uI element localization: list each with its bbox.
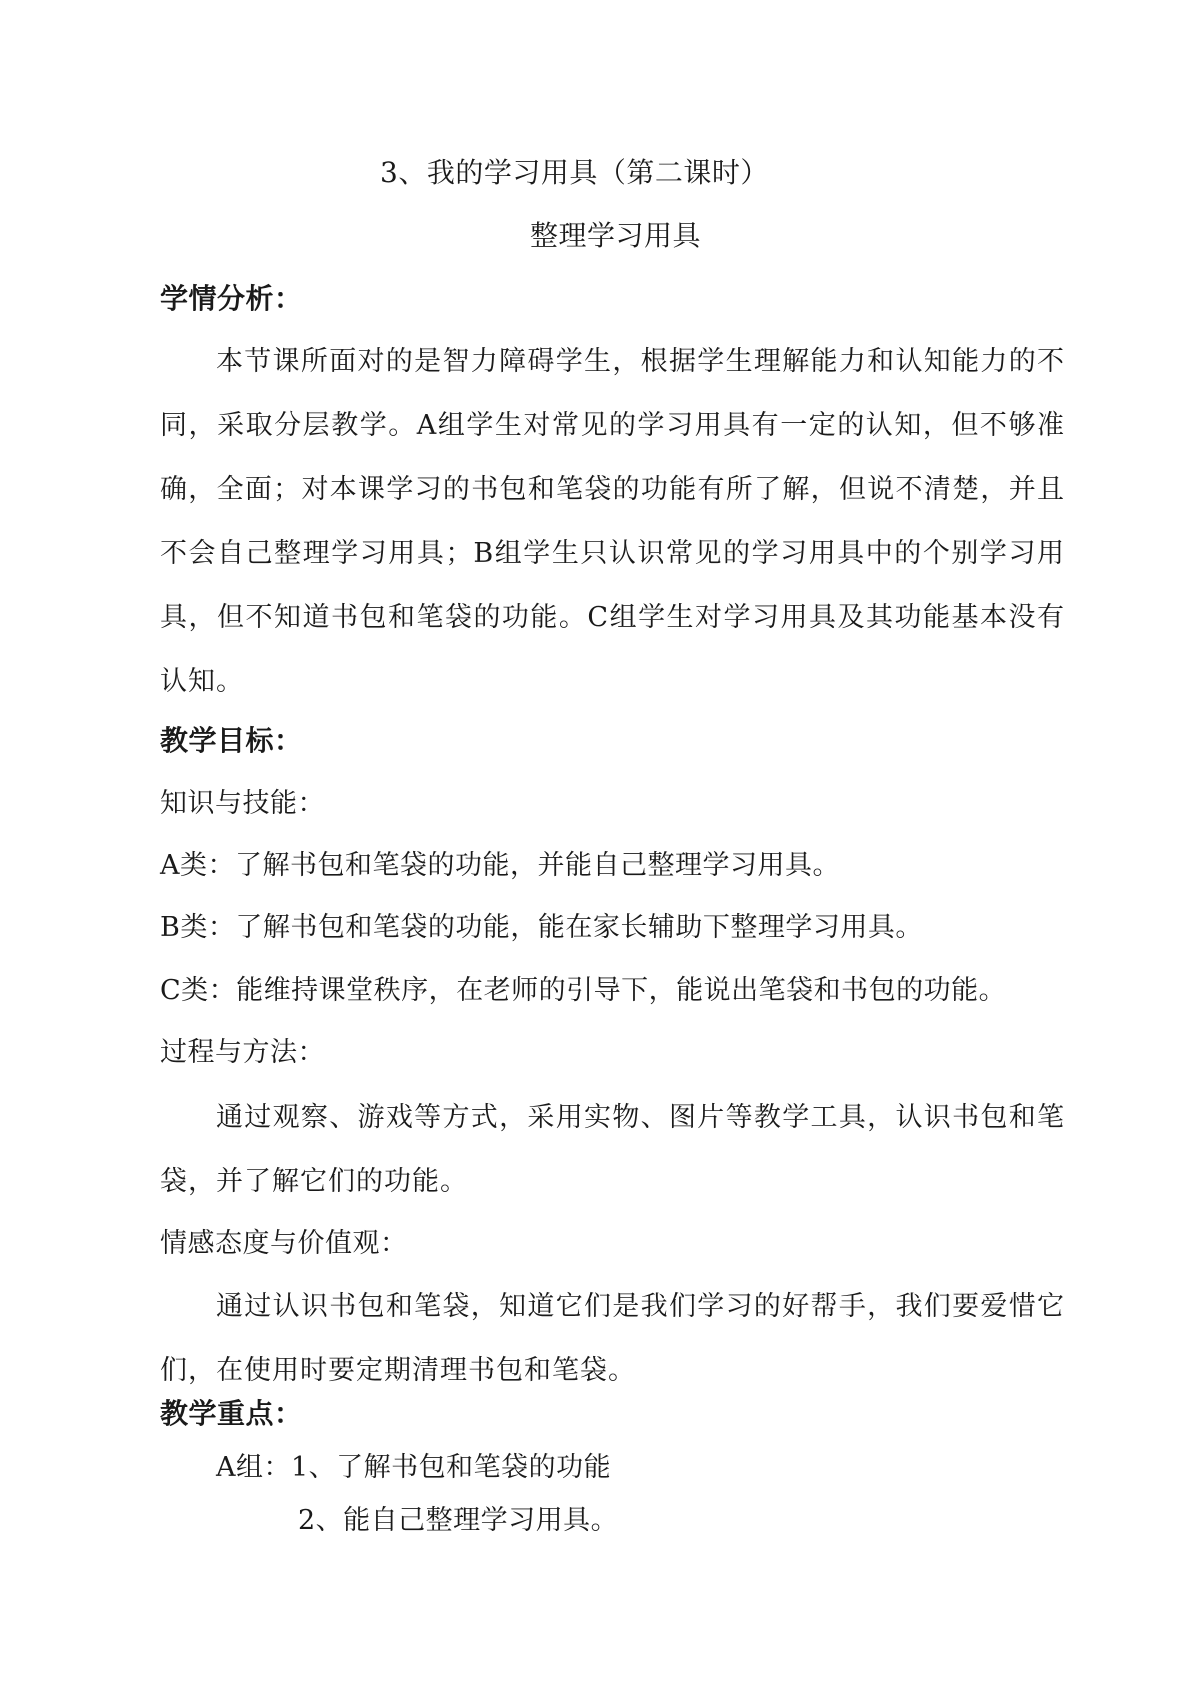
goal-a-item: A类：了解书包和笔袋的功能，并能自己整理学习用具。	[160, 850, 840, 881]
emotion-values-paragraph: 通过认识书包和笔袋，知道它们是我们学习的好帮手，我们要爱惜它们，在使用时要定期清理书包和笔袋。	[160, 1291, 1065, 1386]
process-method-label: 过程与方法：	[160, 1037, 325, 1068]
document-title: 3、我的学习用具（第二课时）	[380, 156, 769, 189]
knowledge-skills-label: 知识与技能：	[160, 788, 325, 819]
document-subtitle: 整理学习用具	[530, 219, 702, 252]
key-point-a-line1: A组：1、了解书包和笔袋的功能	[216, 1452, 612, 1483]
section-heading-goals: 教学目标：	[160, 724, 303, 757]
analysis-paragraph: 本节课所面对的是智力障碍学生，根据学生理解能力和认知能力的不同，采取分层教学。A组学生对常见的学习用具有一定的认知，但不够准确，全面；对本课学习的书包和笔袋的功能有所了解，但说不清楚，并且不会自己整理学习用具；B组学生只认识常见的学习用具中的个别学习用具，但不知道书包和笔袋的功能。C组学生对学习用具及其功能基本没有认知。	[160, 346, 1065, 697]
section-heading-key-points: 教学重点：	[160, 1397, 303, 1430]
emotion-values-label: 情感态度与价值观：	[160, 1228, 408, 1259]
section-heading-analysis: 学情分析：	[160, 282, 303, 315]
process-method-paragraph: 通过观察、游戏等方式，采用实物、图片等教学工具，认识书包和笔袋，并了解它们的功能。	[160, 1102, 1065, 1197]
goal-b-item: B类：了解书包和笔袋的功能，能在家长辅助下整理学习用具。	[160, 912, 923, 943]
goal-c-item: C类：能维持课堂秩序，在老师的引导下，能说出笔袋和书包的功能。	[160, 975, 1007, 1006]
key-point-a-line2: 2、能自己整理学习用具。	[298, 1505, 619, 1536]
